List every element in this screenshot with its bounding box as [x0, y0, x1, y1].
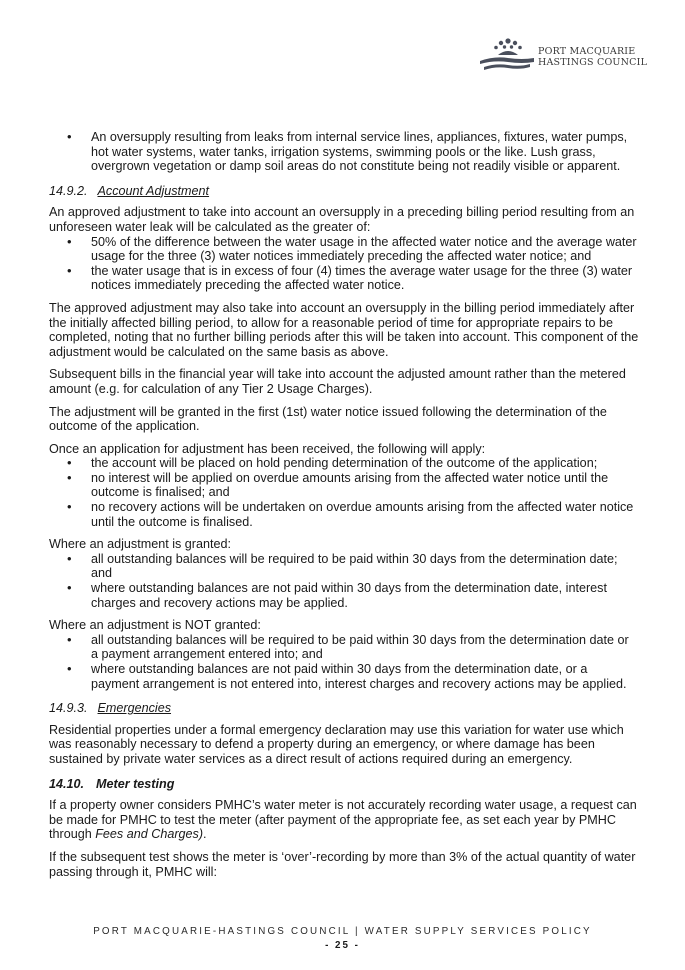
paragraph-text-end: .	[203, 827, 207, 842]
paragraph: Residential properties under a formal emergency declaration may use this variation for water use which was reasonably necessary to defend a property during an emergency, or where damage has been sustained by private water services as a direct result of actions required during an emergency.	[49, 722, 624, 766]
adjustment-calculation-list	[49, 235, 639, 293]
list-item: • the account will be placed on hold pending determination of the outcome of the application;	[49, 456, 639, 471]
section-title: Emergencies	[97, 701, 172, 716]
section-title: Meter testing	[96, 776, 175, 791]
paragraph	[49, 798, 639, 842]
list-item: • where outstanding balances are not paid within 30 days from the determination date, interest charges and recovery actions may be applied.	[49, 581, 639, 610]
paragraph: Where an adjustment is granted:	[49, 537, 232, 552]
fees-and-charges-reference: Fees and Charges)	[95, 827, 204, 842]
list-item: • the water usage that is in excess of four (4) times the average water usage for the three (3) water notices immediately preceding the affected water notice.	[49, 264, 639, 293]
paragraph: If the subsequent test shows the meter is ‘over’-recording by more than 3% of the actual quantity of water passing through it, PMHC will:	[49, 849, 636, 879]
paragraph: Where an adjustment is NOT granted:	[49, 618, 261, 633]
application-received-list	[49, 456, 639, 529]
section-number: 14.9.3.	[49, 701, 88, 716]
intro-bullet-list	[49, 130, 639, 174]
adjustment-not-granted-list	[49, 633, 639, 691]
page-number: - 25 -	[325, 940, 360, 951]
council-logo	[476, 36, 651, 76]
sunrise-logo-icon	[476, 36, 536, 76]
paragraph: The approved adjustment may also take into account an oversupply in the billing period immediately after the initially affected billing period, to allow for a reasonable period of time for appropriate repairs to be completed, noting that no further billing periods after this will be taken into account. This component of the adjustment would be calculated on the same basis as above.	[49, 300, 639, 359]
list-item: • 50% of the difference between the water usage in the affected water notice and the average water usage for the three (3) water notices immediately preceding the affected water notice; and	[49, 235, 639, 264]
list-item: • all outstanding balances will be required to be paid within 30 days from the determination date or a payment arrangement entered into; and	[49, 633, 639, 662]
section-number: 14.10.	[49, 776, 85, 791]
page-footer	[0, 926, 685, 937]
list-item: • all outstanding balances will be required to be paid within 30 days from the determination date; and	[49, 552, 639, 581]
logo-wordmark	[538, 46, 647, 68]
section-title: Account Adjustment	[97, 183, 210, 198]
logo-line-1: PORT MACQUARIE	[538, 46, 636, 57]
adjustment-granted-list	[49, 552, 639, 610]
list-item: • no recovery actions will be undertaken on overdue amounts arising from the affected water notice until the outcome is finalised.	[49, 500, 639, 529]
logo-line-2: HASTINGS COUNCIL	[538, 57, 648, 68]
paragraph: An approved adjustment to take into account an oversupply in a preceding billing period resulting from an unforeseen water leak will be calculated as the greater of:	[49, 205, 635, 234]
paragraph: Once an application for adjustment has been received, the following will apply:	[49, 441, 486, 456]
paragraph: The adjustment will be granted in the first (1st) water notice issued following the determination of the outcome of the application.	[49, 404, 607, 434]
list-item: • no interest will be applied on overdue amounts arising from the affected water notice until the outcome is finalised; and	[49, 471, 639, 500]
document-body	[49, 130, 639, 887]
footer-title: PORT MACQUARIE-HASTINGS COUNCIL | WATER SUPPLY SERVICES POLICY	[93, 926, 592, 937]
list-item: • where outstanding balances are not paid within 30 days from the determination date, or a payment arrangement is not entered into, interest charges and recovery actions may be applied.	[49, 662, 639, 691]
section-heading-14-10	[49, 777, 639, 792]
paragraph-text: If a property owner considers PMHC’s water meter is not accurately recording water usage, a request can be made for PMHC to test the meter (after payment of the appropriate fee, as set each year by PMHC through	[49, 798, 637, 842]
list-item: • An oversupply resulting from leaks from internal service lines, appliances, fixtures, water pumps, hot water systems, water tanks, irrigation systems, swimming pools or the like. Lush grass, overgrown vegetation or damp soil areas do not constitute being not readily visible or apparent.	[49, 130, 639, 174]
section-number: 14.9.2.	[49, 183, 88, 198]
section-heading-14-9-2	[49, 184, 639, 199]
paragraph: Subsequent bills in the financial year will take into account the adjusted amount rather than the metered amount (e.g. for calculation of any Tier 2 Usage Charges).	[49, 367, 626, 396]
section-heading-14-9-3	[49, 701, 639, 716]
